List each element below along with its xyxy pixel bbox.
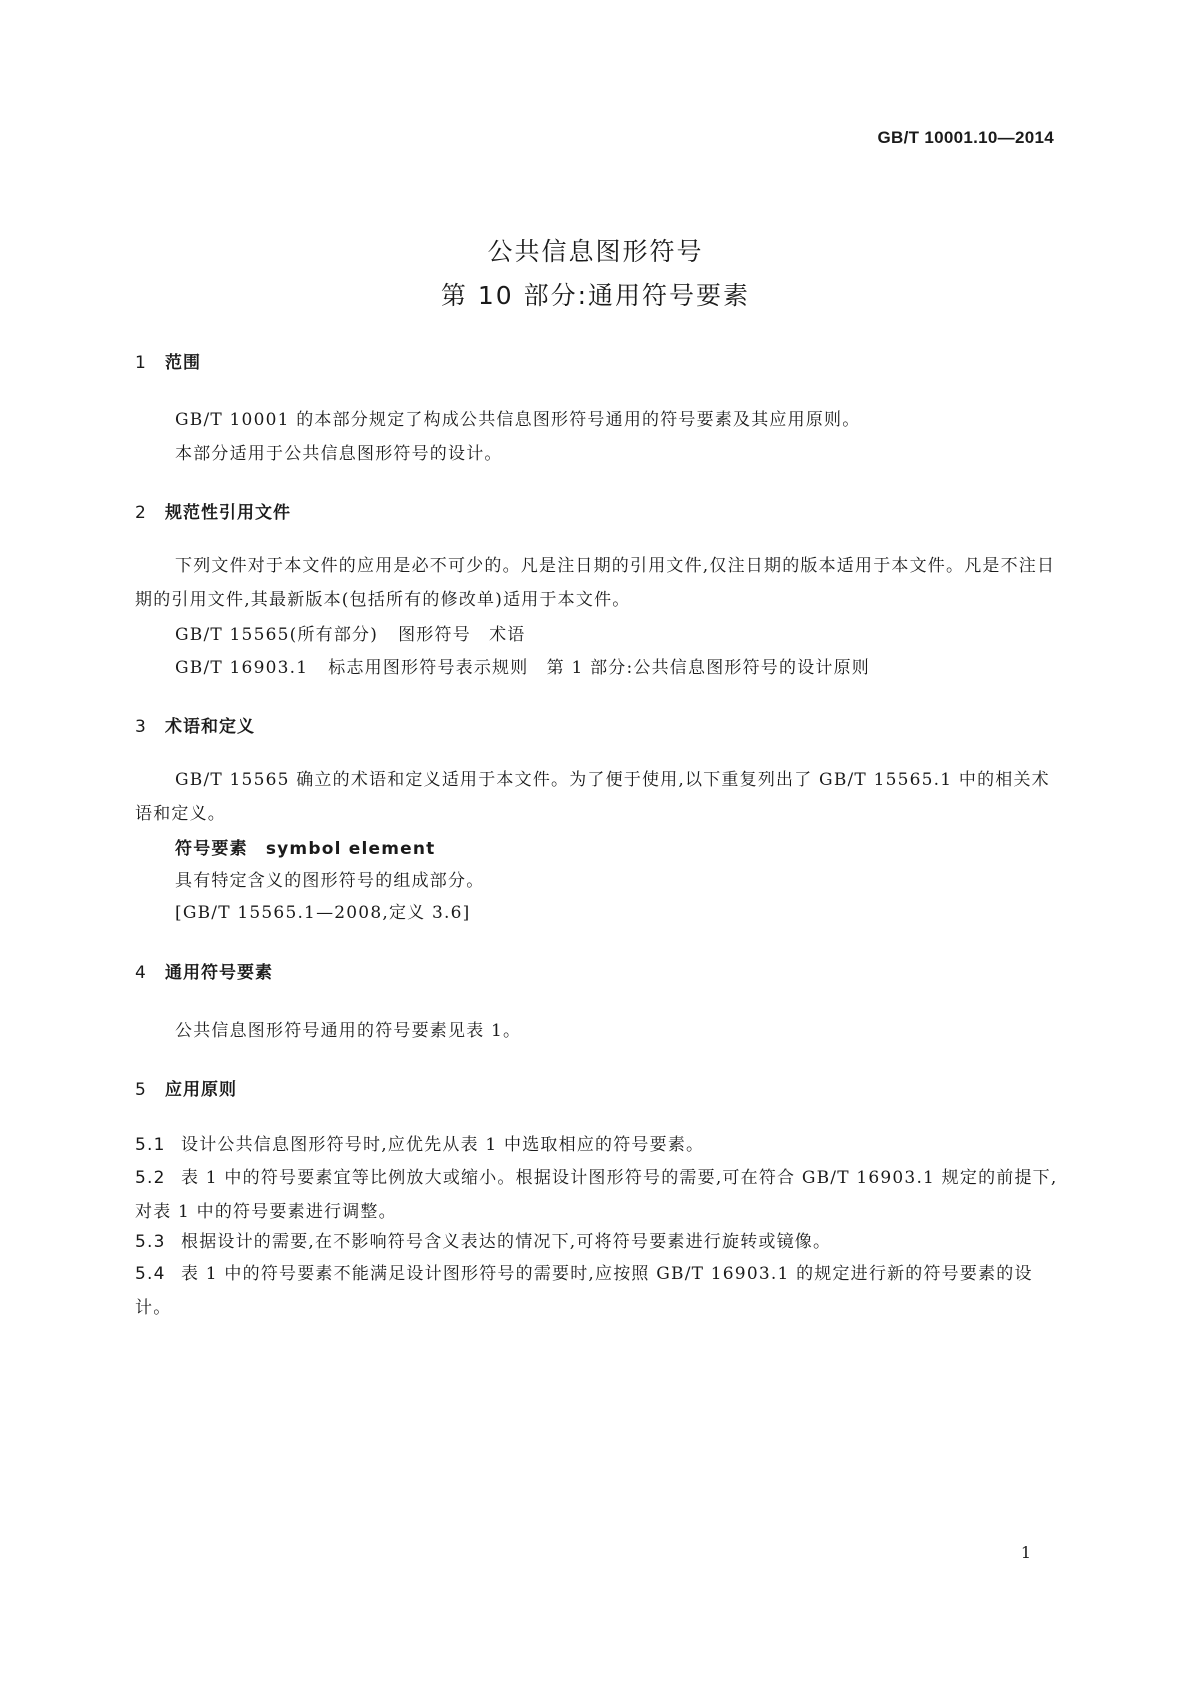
section-heading-terms-definitions (135, 712, 255, 737)
symbol-elements-paragraph: 公共信息图形符号通用的符号要素见表 1。 (175, 1021, 522, 1041)
section-title: 通用符号要素 (165, 963, 273, 983)
document-subtitle: 第 10 部分:通用符号要素 (440, 281, 751, 310)
reference-code: GB/T 15565(所有部分) (175, 625, 379, 645)
reference-item-1 (175, 620, 526, 645)
term-definition: 具有特定含义的图形符号的组成部分。 (175, 871, 485, 891)
clause-text: 表 1 中的符号要素宜等比例放大或缩小。根据设计图形符号的需要,可在符合 GB/T 16903.1 规定的前提下,对表 1 中的符号要素进行调整。 (135, 1168, 1058, 1222)
references-intro-paragraph: 下列文件对于本文件的应用是必不可少的。凡是注日期的引用文件,仅注日期的版本适用于本文件。凡是不注日期的引用文件,其最新版本(包括所有的修改单)适用于本文件。 (135, 556, 1056, 610)
clause-text: 表 1 中的符号要素不能满足设计图形符号的需要时,应按照 GB/T 16903.1 的规定进行新的符号要素的设计。 (135, 1264, 1033, 1318)
reference-title: 标志用图形符号表示规则 第 1 部分:公共信息图形符号的设计原则 (328, 658, 870, 678)
clause-5-1 (135, 1128, 1060, 1162)
section-title: 规范性引用文件 (165, 503, 291, 523)
term-entry (175, 834, 435, 859)
section-heading-scope (135, 348, 201, 373)
reference-title: 图形符号 术语 (398, 625, 526, 645)
term-source: [GB/T 15565.1—2008,定义 3.6] (175, 903, 471, 923)
scope-paragraph-2: 本部分适用于公共信息图形符号的设计。 (175, 444, 503, 464)
section-title: 术语和定义 (165, 717, 255, 737)
clause-5-4 (135, 1257, 1060, 1325)
section-number: 3 (135, 717, 147, 737)
section-number: 5 (135, 1080, 147, 1100)
clause-number: 5.3 (135, 1232, 166, 1252)
clause-5-3 (135, 1225, 1060, 1259)
section-number: 4 (135, 963, 147, 983)
section-heading-normative-references (135, 498, 291, 523)
reference-item-2 (175, 653, 870, 678)
section-heading-general-symbol-elements (135, 958, 273, 983)
page-number: 1 (1020, 1543, 1031, 1562)
clause-number: 5.2 (135, 1168, 166, 1188)
clause-text: 根据设计的需要,在不影响符号含义表达的情况下,可将符号要素进行旋转或镜像。 (181, 1232, 832, 1252)
section-number: 1 (135, 353, 147, 373)
clause-text: 设计公共信息图形符号时,应优先从表 1 中选取相应的符号要素。 (181, 1135, 705, 1155)
clause-number: 5.4 (135, 1264, 166, 1284)
clause-number: 5.1 (135, 1135, 166, 1155)
standard-code: GB/T 10001.10—2014 (877, 128, 1054, 147)
clause-5-2 (135, 1161, 1060, 1229)
reference-code: GB/T 16903.1 (175, 658, 309, 678)
term-chinese: 符号要素 (175, 839, 248, 859)
term-english: symbol element (265, 839, 436, 859)
section-heading-application-principles (135, 1075, 237, 1100)
section-title: 范围 (165, 353, 201, 373)
section-title: 应用原则 (165, 1080, 237, 1100)
section-number: 2 (135, 503, 147, 523)
terms-intro-paragraph: GB/T 15565 确立的术语和定义适用于本文件。为了便于使用,以下重复列出了 GB/T 15565.1 中的相关术语和定义。 (135, 770, 1050, 824)
scope-paragraph-1: GB/T 10001 的本部分规定了构成公共信息图形符号通用的符号要素及其应用原则。 (175, 410, 861, 430)
document-title: 公共信息图形符号 (487, 237, 704, 266)
